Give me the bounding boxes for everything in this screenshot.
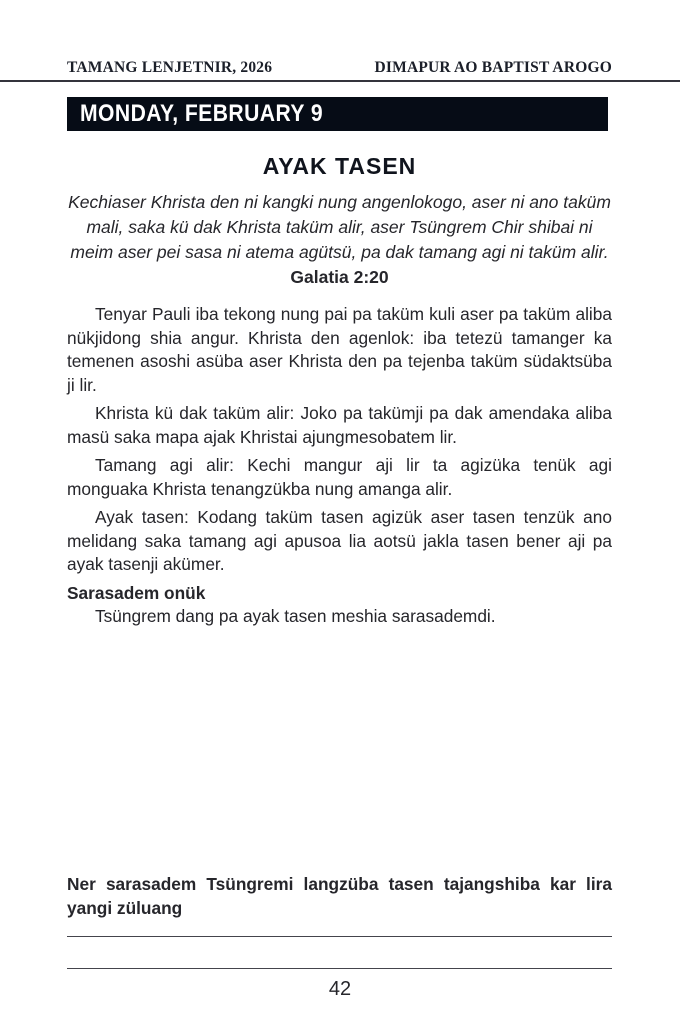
page-header bbox=[67, 58, 612, 78]
writing-line-2 bbox=[67, 968, 612, 969]
body-paragraph: Tenyar Pauli iba tekong nung pai pa taküm kuli aser pa taküm aliba nükjidong shia angur. Khrista den agenlok: iba tetezü tamanger ka temenen asoshi asüba aser Khrista den pa tejenba taküm südaktsüba ji lir. bbox=[67, 304, 612, 395]
section-heading: Sarasadem onük bbox=[67, 582, 206, 603]
scripture-passage bbox=[67, 190, 612, 290]
header-right-title: DIMAPUR AO BAPTIST AROGO bbox=[374, 59, 612, 76]
prayer-line: Tsüngrem dang pa ayak tasen meshia sarasademdi. bbox=[95, 606, 496, 626]
writing-line-1 bbox=[67, 936, 612, 937]
scripture-text: Kechiaser Khrista den ni kangki nung angenlokogo, aser ni ano taküm mali, saka kü dak Khrista taküm alir, aser Tsüngrem Chir shibai ni meim aser pei sasa ni atema agütsü, pa dak tamang agi ni taküm alir. bbox=[68, 192, 611, 262]
header-left-title: TAMANG LENJETNIR, 2026 bbox=[67, 59, 273, 76]
article bbox=[67, 150, 612, 629]
article-title: AYAK TASEN bbox=[262, 153, 417, 179]
body-paragraph: Tamang agi alir: Kechi mangur aji lir ta agizüka tenük agi monguaka Khrista tenangzükba nung amanga alir. bbox=[67, 455, 612, 499]
footer-note: Ner sarasadem Tsüngremi langzüba tasen tajangshiba kar lira yangi züluang bbox=[67, 874, 612, 918]
day-banner bbox=[67, 97, 608, 131]
day-banner-label: MONDAY, FEBRUARY 9 bbox=[80, 100, 324, 127]
page-number: 42 bbox=[328, 978, 352, 1000]
header-divider bbox=[0, 80, 680, 82]
body-paragraph: Ayak tasen: Kodang taküm tasen agizük aser tasen tenzük ano melidang saka tamang agi apusoa lia aotsü jakla tasen bener aji pa ayak tasenji akümer. bbox=[67, 507, 612, 574]
body-paragraph: Khrista kü dak taküm alir: Joko pa takümji pa dak amendaka aliba masü saka mapa ajak Khristai ajungmesobatem lir. bbox=[67, 403, 612, 447]
scripture-reference: Galatia 2:20 bbox=[290, 267, 389, 287]
